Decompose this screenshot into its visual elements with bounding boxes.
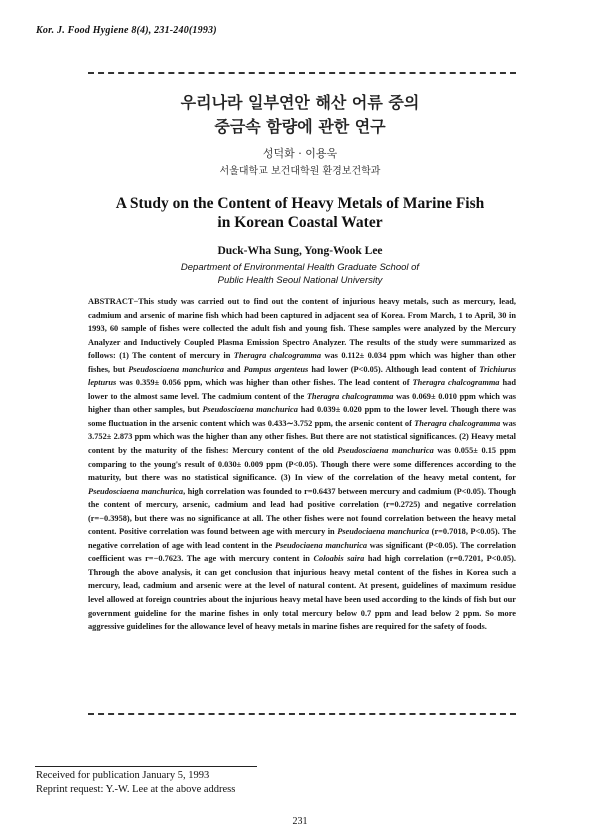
species-name: Pseudosciaena manchurica [337, 446, 434, 456]
abstract-text: had lower to the almost same level. The cadmium content of the [88, 378, 516, 401]
bottom-divider [88, 713, 516, 715]
abstract-text: was 3.752± 2.873 ppm which was the higher than any other fishes. But there are not statistical significances. (2) Heavy metal content by the maturity of the fishes: Mercury content of the old [88, 418, 516, 456]
abstract-text: was 0.069± 0.010 ppm which was higher than other samples, but [88, 391, 516, 415]
journal-header: Kor. J. Food Hygiene 8(4), 231-240(1993) [36, 25, 217, 36]
species-name: Theragra chalcogramma [306, 391, 394, 401]
abstract-text: was 0.359± 0.056 ppm, which was higher than other fishes. The lead content of [116, 378, 413, 388]
abstract-text: was 0.112± 0.034 ppm which was higher than other fishes, but [88, 351, 516, 374]
abstract-text: had 0.039± 0.020 ppm to the lower level. Though there was some fluctuation in the arsenic content which was 0.433∼3.752 ppm, the arsenic content of [88, 405, 516, 428]
korean-title-line2: 중금속 함량에 관한 연구 [214, 117, 386, 136]
species-name: Trichiurus lepturus [88, 364, 517, 388]
abstract-text: had lower (P<0.05). Although lead content of [308, 364, 480, 374]
korean-affiliation: 서울대학교 보건대학원 환경보건학과 [219, 166, 381, 177]
species-name: Pseudociaena manchurica [337, 527, 430, 537]
species-name: Pseudosciaena manchurica [88, 486, 184, 496]
abstract-text: had high correlation (r=0.7201, P<0.05). Through the above analysis, it can get conclusion that injurious heavy metal content of the fishes in Korea such a mercury, lead, cadmium and arsenic were at the level of natural content. At present, guidelines of maximum residue level allowed at foreign countries about the injurious heavy metal have been used according to the kinds of fish but our government guideline for the marine fishes in only total mercury below 0.7 ppm and lead below 2 ppm. So more aggressive guidelines for the allowance level of heavy metals in marine fishes are required for the safety of foods. [88, 554, 516, 632]
korean-title-line1: 우리나라 일부연안 해산 어류 중의 [180, 93, 420, 112]
abstract-text: was 0.055± 0.15 ppm comparing to the young's result of 0.030± 0.009 ppm (P<0.05). Though there were some differences according to the maturity, but there was no statistical significance. (3) In view of the correlation of the heavy metal content, for [88, 446, 516, 483]
species-name: Pseudosciaena manchurica [128, 364, 224, 374]
abstract-text: ABSTRACT−This study was carried out to find out the content of injurious heavy metals, such as mercury, lead, cadmium and arsenic of marine fish which had been captured in adjacent sea of Korea. From March, 1 to April, 30 in 1993, 60 sample of fishes were collected the adult fish and young fish. These samples were analyzed by the Mercury Analyzer and Inductively Coupled Plasma Emission Spectro Analyzer. The results of the study were summarized as follows: (1) The content of mercury in [88, 297, 516, 361]
top-divider [88, 72, 516, 74]
page-number: 231 [292, 816, 308, 827]
received-date: Received for publication January 5, 1993 [36, 770, 210, 781]
species-name: Theragra chalcogramma [233, 351, 322, 361]
abstract-text: , high correlation was founded to r=0.6437 between mercury and cadmium (P<0.05). Though the content of mercury, arsenic, cadmium and lead had positive correlation (r=0.2725) and negative correlation (r=−0.3958), but there was no significance at all. The other fishes were not found correlation between the heavy metal content. Positive correlation was found between age with mercury in [88, 486, 517, 537]
species-name: Coloabis saira [313, 554, 365, 564]
english-affiliation-line1: Department of Environmental Health Graduate School of [180, 262, 420, 273]
abstract-text: and [223, 364, 244, 374]
abstract [88, 295, 516, 634]
species-name: Theragra chalcogramma [412, 378, 500, 388]
species-name: Pseudosciaena manchurica [202, 405, 298, 415]
species-name: Theragra chalcogramma [414, 418, 501, 428]
abstract-text: (r=0.7018, P<0.05). The negative correlation of age with lead content in the [88, 527, 516, 550]
abstract-text: was significant (P<0.05). The correlation coefficient was r=−0.7623. The age with mercury content in [88, 540, 516, 564]
english-affiliation-line2: Public Health Seoul National University [217, 275, 383, 286]
species-name: Pseudociaena manchurica [274, 540, 368, 550]
english-authors: Duck-Wha Sung, Yong-Wook Lee [217, 245, 383, 257]
footnote-rule [35, 766, 257, 767]
english-title-line2: in Korean Coastal Water [217, 214, 383, 231]
english-title-line1: A Study on the Content of Heavy Metals of Marine Fish [115, 195, 485, 212]
reprint-request: Reprint request: Y.-W. Lee at the above address [36, 784, 236, 795]
species-name: Pampus argenteus [243, 364, 309, 374]
korean-authors: 성덕화 · 이용욱 [262, 147, 338, 160]
